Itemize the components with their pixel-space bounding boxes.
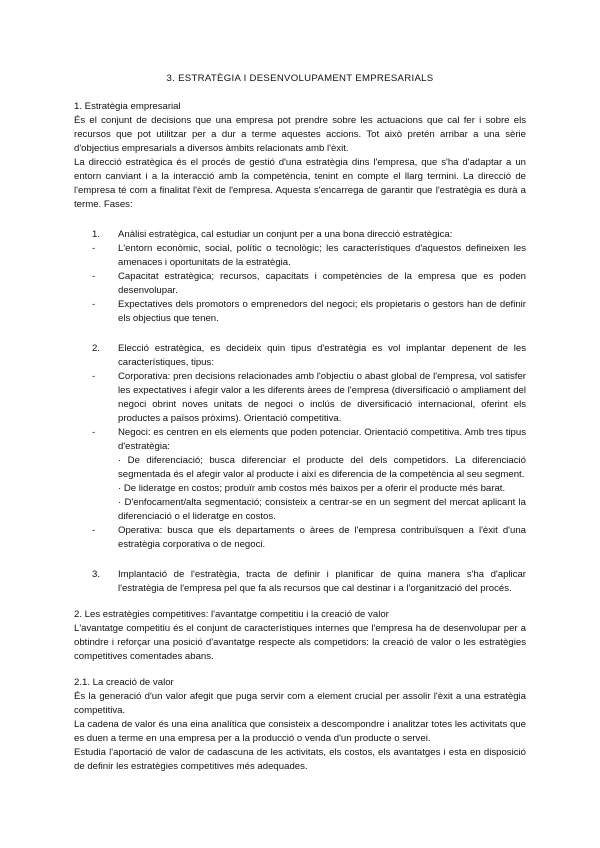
document-title: 3. ESTRATÈGIA I DESENVOLUPAMENT EMPRESARIALS: [166, 73, 434, 84]
phase-1-bullet-3: Expectatives dels promotors o emprenedors del negoci; els propietaris o gestors han de definir els objectius que tenen.: [118, 299, 526, 324]
phase-2-bullet-corporativa: Corporativa: pren decisions relacionades amb l'objectiu o abast global de l'empresa, vol satisfer les expectatives i afegir valor a les diferents àrees de l'empresa (diversificació o ampliament del negoci obrint noves unitats de negoci o inclús de diversificació internacional, oferint els productes a països pròxims). Orientació competitiva.: [118, 371, 526, 424]
bullet-dash: -: [92, 371, 96, 382]
list-item: [74, 370, 526, 426]
phase-1-text: Anàlisi estratègica, cal estudiar un conjunt per a una bona direcció estratègica:: [118, 229, 453, 240]
section-1-paragraph-1: És el conjunt de decisions que una empresa pot prendre sobre les actuacions que cal fer i sobre els recursos que pot utilitzar per a dur a terme aquestes accions. Tot això pretén arribar a una sèrie d'objectius empresarials a diversos àmbits relacionats amb l'èxit.: [74, 115, 526, 154]
list-item: [74, 426, 526, 454]
phase-2-bullet-negoci: Negoci: es centren en els elements que poden potenciar. Orientació competitiva. Amb tres tipus d'estratègia:: [118, 427, 526, 452]
section-2-heading: 2. Les estratègies competitives: l'avantatge competitiu i la creació de valor: [74, 609, 389, 620]
phase-1-bullet-2: Capacitat estratègica; recursos, capacitats i competències de la empresa que es poden desenvolupar.: [118, 271, 526, 296]
section-2-1-heading: 2.1. La creació de valor: [74, 677, 174, 688]
bullet-dash: -: [92, 299, 96, 310]
strategy-cost-leadership: · De lideratge en costos; produïr amb costos més baixos per a oferir el producte més barat.: [118, 483, 506, 494]
list-item: [74, 270, 526, 298]
list-item: [74, 242, 526, 270]
bullet-dash: -: [92, 427, 96, 438]
section-1-paragraph-2: La direcció estratègica és el procés de gestió d'una estratègia dins l'empresa, que s'ha d'adaptar a un entorn canviant i a la interacció amb la competència, tenint en compte el llarg termini. La direcció de l'empresa té com a finalitat l'èxit de l'empresa. Aquesta s'encarrega de garantir que l'estratègia es durà a terme. Fases:: [74, 157, 526, 210]
phase-1-bullet-1: L'entorn econòmic, social, polític o tecnològic; les característiques d'aquestos defineixen les amenaces i oportunitats de la estratègia.: [118, 243, 526, 268]
phase-3-text: Implantació de l'estratègia, tracta de definir i planificar de quina manera s'ha d'aplicar l'estratègia de l'empresa pel que fa als recursos que cal destinar i a l'organització del procés.: [118, 569, 526, 594]
phase-2-bullet-operativa: Operativa: busca que els departaments o àrees de l'empresa contribuïsquen a l'èxit d'una estratègia corporativa o de negoci.: [118, 525, 526, 550]
section-1-heading: 1. Estratègia empresarial: [74, 101, 181, 112]
strategy-focus: · D'enfocament/alta segmentació; consisteix a centrar-se en un segment del mercat aplicant la diferenciació o el lideratge en costos.: [118, 497, 526, 522]
section-2-1-paragraph-3: Estudia l'aportació de valor de cadascuna de les activitats, els costos, els avantatges i esta en disposició de definir les estratègies competitives més adequades.: [74, 747, 526, 772]
strategy-differentiation: · De diferenciació; busca diferenciar el producte del dels competidors. La diferenciació segmentada és el afegir valor al producte i així es diferencia de la competència al seu segment.: [118, 455, 526, 480]
phase-2-number: 2.: [92, 343, 101, 354]
bullet-dash: -: [92, 525, 96, 536]
phase-3-number: 3.: [92, 569, 101, 580]
phase-2: [74, 342, 526, 370]
section-2-1-paragraph-2: La cadena de valor és una eina analítica que consisteix a descompondre i analitzar totes les activitats que es duen a terme en una empresa per a la producció o venda d'un producte o servei.: [74, 719, 526, 744]
document-body: [74, 100, 526, 774]
bullet-dash: -: [92, 243, 96, 254]
phase-3: [74, 568, 526, 596]
phase-1: [74, 228, 526, 242]
list-item: [74, 524, 526, 552]
phase-2-text: Elecció estratègica, es decideix quin tipus d'estratègia es vol implantar depenent de les característiques, tipus:: [118, 343, 526, 368]
section-2-1-paragraph-1: És la generació d'un valor afegit que puga servir com a element crucial per assolir l'èxit a una estratègia competitiva.: [74, 691, 526, 716]
phase-1-number: 1.: [92, 229, 101, 240]
section-2-paragraph-1: L'avantatge competitiu és el conjunt de característiques internes que l'empresa ha de desenvolupar per a obtindre i reforçar una posició d'avantatge respecte als competidors: la creació de valor o les estratègies competitives comentades abans.: [74, 623, 526, 662]
list-item: [74, 298, 526, 326]
bullet-dash: -: [92, 271, 96, 282]
